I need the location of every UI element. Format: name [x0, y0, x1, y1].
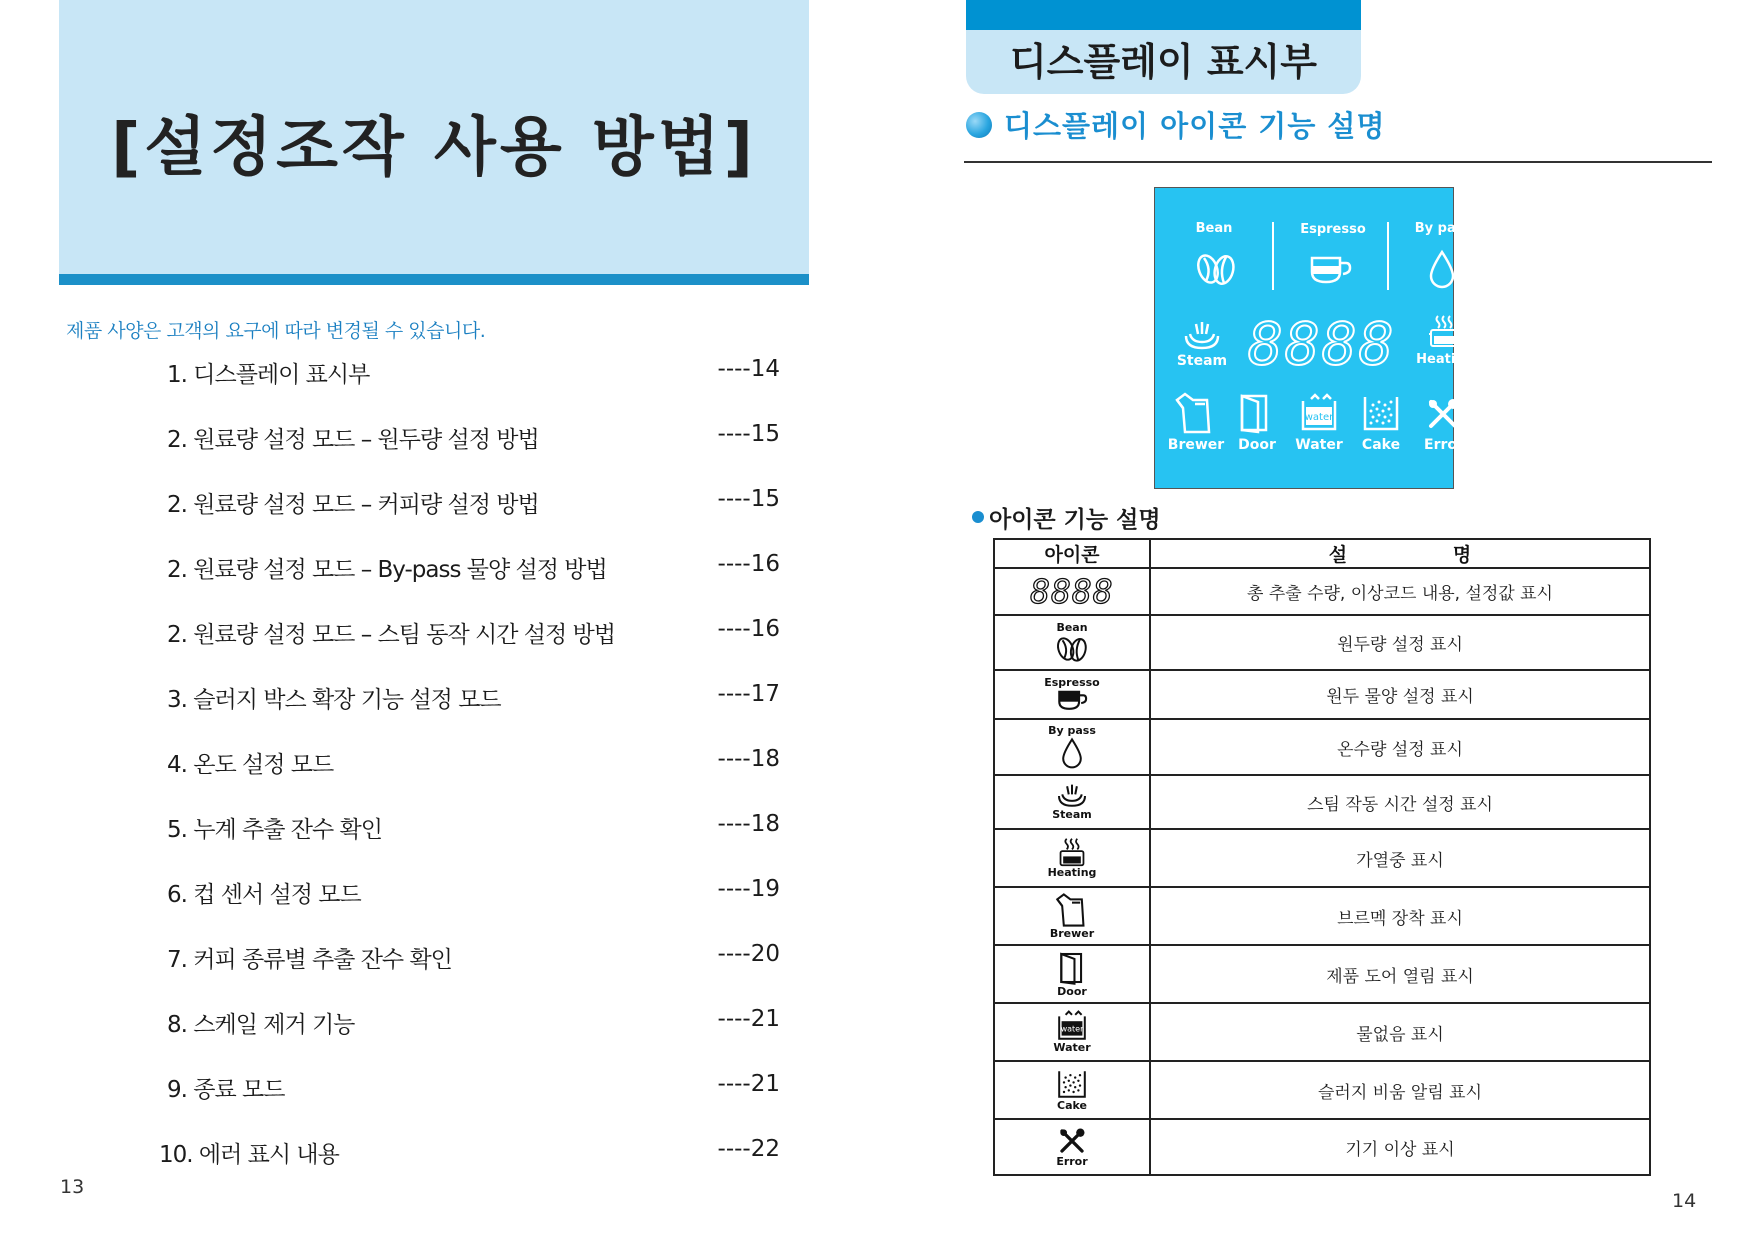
- toc-item-page: ----21: [717, 1071, 780, 1097]
- panel-label-bypass: By pass: [1414, 221, 1472, 236]
- row-description: 브르멕 장착 표시: [1150, 887, 1650, 945]
- table-row: [994, 945, 1650, 1003]
- icon-table: [993, 538, 1651, 1176]
- toc-item-page: ----21: [717, 1006, 780, 1032]
- page-number-right: 14: [1672, 1190, 1697, 1212]
- row-description: 온수량 설정 표시: [1150, 719, 1650, 775]
- toc-item-page: ----19: [717, 876, 780, 902]
- toc-item-page: ----16: [717, 551, 780, 577]
- cup-icon: [1054, 690, 1090, 709]
- row-description: 제품 도어 열림 표시: [1150, 945, 1650, 1003]
- door-icon: [1238, 392, 1272, 434]
- table-row: [994, 615, 1650, 670]
- row-description: 가열중 표시: [1150, 829, 1650, 887]
- left-header-bar: [59, 274, 809, 285]
- steam-icon: [1054, 786, 1090, 805]
- toc-item-page: ----14: [717, 356, 780, 382]
- row-description: 스팀 작동 시간 설정 표시: [1150, 775, 1650, 829]
- toc-item-label: 8. 스케일 제거 기능: [167, 1012, 355, 1038]
- row-icon-label: Brewer: [1049, 927, 1095, 940]
- door-icon: [1058, 958, 1086, 977]
- row-icon-label: Heating: [1047, 866, 1097, 879]
- drop-icon: [1427, 249, 1457, 289]
- toc-item-label: 4. 온도 설정 모드: [167, 752, 334, 778]
- panel-label-door: Door: [1238, 437, 1276, 453]
- row-icon-label: Espresso: [1044, 675, 1100, 689]
- page-title: [설정조작 사용 방법]: [111, 111, 757, 185]
- brewer-icon: [1173, 392, 1217, 434]
- panel-label-cake: Cake: [1361, 437, 1401, 453]
- water-badge: water: [1304, 412, 1334, 423]
- table-row: [994, 568, 1650, 615]
- error-icon: [1425, 396, 1461, 432]
- row-description: 기기 이상 표시: [1150, 1119, 1650, 1175]
- drop-icon: [1060, 743, 1084, 762]
- brewer-icon: [1054, 900, 1090, 919]
- row-icon-label: Door: [1057, 985, 1087, 998]
- row-icon-label: Error: [1056, 1155, 1088, 1168]
- table-row: [994, 829, 1650, 887]
- bullet-icon: [972, 511, 984, 523]
- panel-label-brewer: Brewer: [1167, 437, 1225, 453]
- row-description: 총 추출 수량, 이상코드 내용, 설정값 표시: [1150, 568, 1650, 615]
- toc-item-label: 2. 원료량 설정 모드 – 스팀 동작 시간 설정 방법: [167, 622, 615, 648]
- table-row: [994, 1003, 1650, 1061]
- table-row: [994, 775, 1650, 829]
- panel-label-steam: Steam: [1176, 353, 1228, 369]
- toc-item-label: 6. 컵 센서 설정 모드: [167, 882, 361, 908]
- toc-item-label: 7. 커피 종류별 추출 잔수 확인: [167, 947, 452, 973]
- bean-icon: [1052, 638, 1092, 657]
- toc-item-label: 10. 에러 표시 내용: [159, 1142, 339, 1168]
- divider: [964, 161, 1712, 163]
- toc-item-page: ----20: [717, 941, 780, 967]
- column-header-icon: 아이콘: [994, 539, 1150, 568]
- panel-label-heating: Heating: [1416, 352, 1474, 367]
- section-tab-top: [966, 0, 1361, 30]
- panel-label-bean: Bean: [1195, 221, 1233, 236]
- toc-item-label: 9. 종료 모드: [167, 1077, 285, 1103]
- water-badge: water: [1060, 1024, 1084, 1034]
- water-icon: [1297, 393, 1341, 433]
- table-row: [994, 719, 1650, 775]
- row-description: 물없음 표시: [1150, 1003, 1650, 1061]
- panel-label-error: Error: [1424, 437, 1464, 453]
- section-subtitle: 디스플레이 아이콘 기능 설명: [1004, 109, 1386, 143]
- section-title: 디스플레이 표시부: [1010, 40, 1317, 84]
- bullet-icon: [966, 112, 992, 138]
- panel-label-water: Water: [1295, 437, 1343, 453]
- table-row: [994, 1119, 1650, 1175]
- cake-icon: [1361, 393, 1401, 433]
- steam-icon: [1180, 320, 1224, 352]
- panel-separator: [1272, 222, 1274, 290]
- toc-item-label: 2. 원료량 설정 모드 – By-pass 물양 설정 방법: [167, 557, 607, 583]
- toc-item-page: ----16: [717, 616, 780, 642]
- bean-icon: [1193, 250, 1239, 288]
- panel-digits: 8888: [1248, 310, 1396, 378]
- toc-item-page: ----18: [717, 746, 780, 772]
- row-icon-label: Cake: [1057, 1099, 1087, 1112]
- table-header-row: [994, 539, 1650, 568]
- toc-item-page: ----17: [717, 681, 780, 707]
- row-description: 원두량 설정 표시: [1150, 615, 1650, 670]
- table-heading: 아이콘 기능 설명: [989, 507, 1161, 533]
- row-icon-label: By pass: [1048, 724, 1096, 737]
- table-row: [994, 670, 1650, 719]
- panel-label-espresso: Espresso: [1300, 222, 1366, 237]
- toc-item-label: 2. 원료량 설정 모드 – 원두량 설정 방법: [167, 427, 539, 453]
- toc-item-page: ----15: [717, 486, 780, 512]
- toc-item-label: 2. 원료량 설정 모드 – 커피량 설정 방법: [167, 492, 539, 518]
- table-row: [994, 1061, 1650, 1119]
- table-row: [994, 887, 1650, 945]
- toc-item-page: ----22: [717, 1136, 780, 1162]
- column-header-desc: 설 명: [1150, 539, 1650, 568]
- row-description: 슬러지 비움 알림 표시: [1150, 1061, 1650, 1119]
- panel-separator: [1387, 222, 1389, 290]
- page-number-left: 13: [60, 1176, 85, 1198]
- spec-notice: 제품 사양은 고객의 요구에 따라 변경될 수 있습니다.: [66, 320, 486, 342]
- digits-icon: 8888: [1030, 572, 1114, 611]
- toc-item-page: ----15: [717, 421, 780, 447]
- row-description: 원두 물양 설정 표시: [1150, 670, 1650, 719]
- cup-icon: [1306, 254, 1354, 288]
- error-icon: [1057, 1131, 1087, 1150]
- water-icon: [1054, 1016, 1090, 1035]
- heating-icon: [1427, 314, 1461, 348]
- toc-item-label: 1. 디스플레이 표시부: [167, 362, 370, 388]
- cake-icon: [1056, 1074, 1088, 1093]
- toc-item-label: 5. 누계 추출 잔수 확인: [167, 817, 382, 843]
- toc-item-page: ----18: [717, 811, 780, 837]
- row-icon-label: Bean: [1056, 620, 1088, 634]
- toc-item-label: 3. 슬러지 박스 확장 기능 설정 모드: [167, 687, 501, 713]
- row-icon-label: Water: [1053, 1041, 1091, 1054]
- heating-icon: [1057, 842, 1087, 861]
- row-icon-label: Steam: [1052, 808, 1092, 821]
